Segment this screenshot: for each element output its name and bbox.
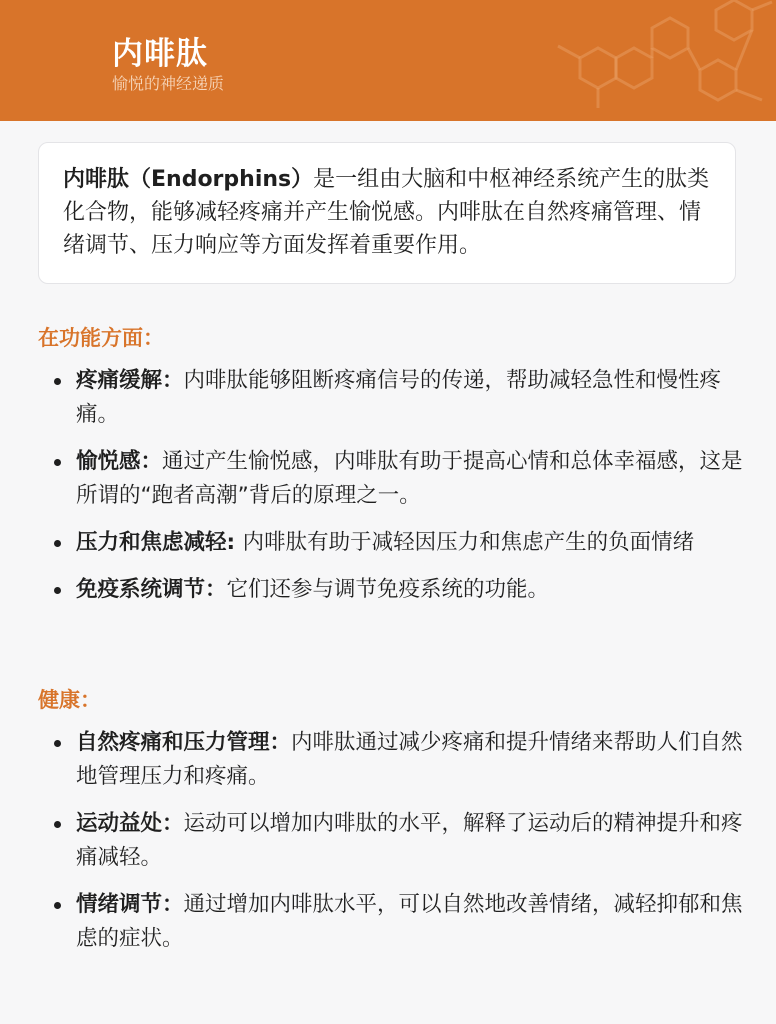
section-heading-functions: 在功能方面：	[38, 326, 164, 350]
bullet-dot	[54, 587, 61, 594]
list-item	[46, 526, 746, 560]
item-text: 内啡肽有助于减轻因压力和焦虑产生的负面情绪	[242, 530, 695, 555]
functions-list	[46, 364, 746, 620]
item-text: 内啡肽通过减少疼痛和提升情绪来帮助人们自然地管理压力和疼痛。	[76, 730, 743, 789]
list-item	[46, 888, 746, 956]
list-item	[46, 807, 746, 875]
health-list	[46, 726, 746, 969]
list-item	[46, 364, 746, 432]
bullet-dot	[54, 540, 61, 547]
bullet-dot	[54, 378, 61, 385]
item-text: 内啡肽能够阻断疼痛信号的传递，帮助减轻急性和慢性疼痛。	[76, 368, 722, 427]
item-label: 免疫系统调节：	[76, 577, 227, 602]
intro-paragraph	[63, 163, 711, 262]
item-label: 疼痛缓解：	[76, 368, 184, 393]
page-title: 内啡肽	[112, 36, 208, 72]
intro-text: 是一组由大脑和中枢神经系统产生的肽类化合物，能够减轻疼痛并产生愉悦感。内啡肽在自然疼痛管理、情绪调节、压力响应等方面发挥着重要作用。	[63, 167, 710, 258]
intro-card	[38, 142, 736, 284]
molecule-structure-icon	[540, 0, 776, 121]
list-item	[46, 573, 746, 607]
item-label: 愉悦感：	[76, 449, 163, 474]
item-text: 通过增加内啡肽水平，可以自然地改善情绪，减轻抑郁和焦虑的症状。	[76, 892, 743, 951]
header-banner	[0, 0, 776, 121]
item-label: 自然疼痛和压力管理：	[76, 730, 292, 755]
bullet-dot	[54, 821, 61, 828]
intro-term: 内啡肽（Endorphins）	[63, 167, 314, 192]
item-text: 它们还参与调节免疫系统的功能。	[226, 577, 550, 602]
item-label: 情绪调节：	[76, 892, 184, 917]
bullet-dot	[54, 902, 61, 909]
bullet-dot	[54, 459, 61, 466]
section-heading-health: 健康：	[38, 688, 101, 712]
item-text: 运动可以增加内啡肽的水平，解释了运动后的精神提升和疼痛减轻。	[76, 811, 743, 870]
item-text: 通过产生愉悦感，内啡肽有助于提高心情和总体幸福感，这是所谓的“跑者高潮”背后的原理之一。	[76, 449, 743, 508]
list-item	[46, 445, 746, 513]
item-label: 压力和焦虑减轻:	[76, 530, 243, 555]
bullet-dot	[54, 740, 61, 747]
item-label: 运动益处：	[76, 811, 184, 836]
page-subtitle: 愉悦的神经递质	[112, 74, 225, 93]
list-item	[46, 726, 746, 794]
